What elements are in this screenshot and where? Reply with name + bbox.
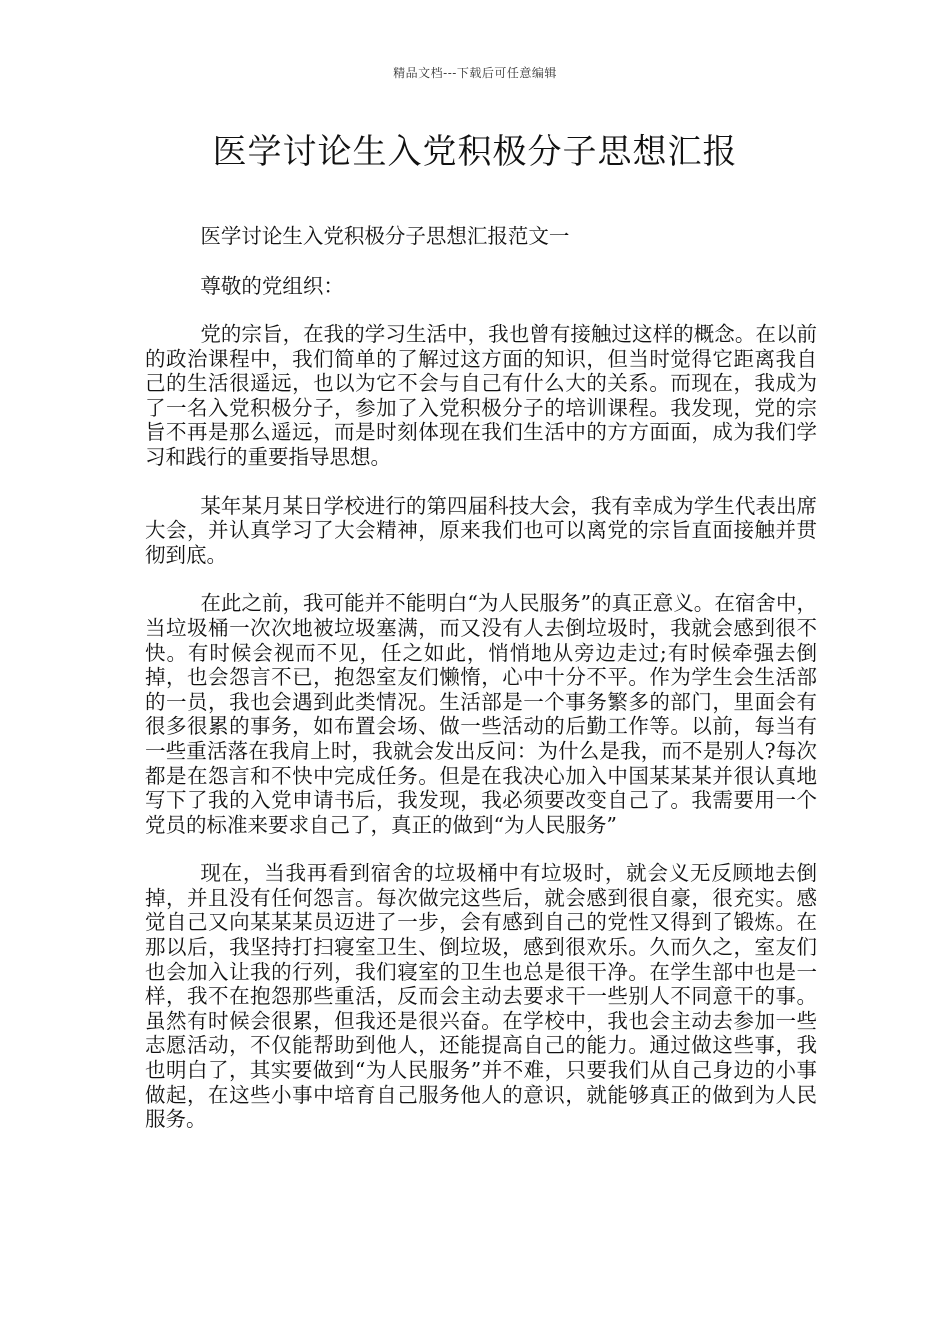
paragraph: 某年某月某日学校进行的第四届科技大会，我有幸成为学生代表出席大会，并认真学习了大会精神，原来我们也可以离党的宗旨直面接触并贯彻到底。: [145, 493, 817, 567]
paragraph: 在此之前，我可能并不能明白“为人民服务”的真正意义。在宿舍中，当垃圾桶一次次地被垃圾塞满，而又没有人去倒垃圾时，我就会感到很不快。有时候会视而不见，任之如此，悄悄地从旁边走过;有时候牵强去倒掉，也会怨言不已，抱怨室友们懒惰，心中十分不平。作为学生会生活部的一员，我也会遇到此类情况。生活部是一个事务繁多的部门，里面会有很多很累的事务，如布置会场、做一些活动的后勤工作等。以前，每当有一些重活落在我肩上时，我就会发出反问：为什么是我，而不是别人?每次都是在怨言和不快中完成任务。但是在我决心加入中国某某某并很认真地写下了我的入党申请书后，我发现，我必须要改变自己了。我需要用一个党员的标准来要求自己了，真正的做到“为人民服务”: [145, 591, 817, 837]
document-title: 医学讨论生入党积极分子思想汇报: [212, 132, 738, 172]
header-note: 精品文档---下载后可任意编辑: [393, 66, 557, 80]
salutation: 尊敬的党组织：: [200, 274, 344, 298]
document-body: [145, 222, 817, 1156]
paragraph: 党的宗旨，在我的学习生活中，我也曾有接触过这样的概念。在以前的政治课程中，我们简单的了解过这方面的知识，但当时觉得它距离我自己的生活很遥远，也以为它不会与自己有什么大的关系。而现在，我成为了一名入党积极分子，参加了入党积极分子的培训课程。我发现，党的宗旨不再是那么遥远，而是时刻体现在我们生活中的方方面面，成为我们学习和践行的重要指导思想。: [145, 322, 817, 469]
paragraph: 现在，当我再看到宿舍的垃圾桶中有垃圾时，就会义无反顾地去倒掉，并且没有任何怨言。每次做完这些后，就会感到很自豪，很充实。感觉自己又向某某某员迈进了一步，会有感到自己的党性又得到了锻炼。在那以后，我坚持打扫寝室卫生、倒垃圾，感到很欢乐。久而久之，室友们也会加入让我的行列，我们寝室的卫生也总是很干净。在学生部中也是一样，我不在抱怨那些重活，反而会主动去要求干一些别人不同意干的事。虽然有时候会很累，但我还是很兴奋。在学校中，我也会主动去参加一些志愿活动，不仅能帮助到他人，还能提高自己的能力。通过做这些事，我也明白了，其实要做到“为人民服务”并不难，只要我们从自己身边的小事做起，在这些小事中培育自己服务他人的意识，就能够真正的做到为人民服务。: [145, 861, 817, 1132]
document-subtitle: 医学讨论生入党积极分子思想汇报范文一: [200, 224, 570, 248]
